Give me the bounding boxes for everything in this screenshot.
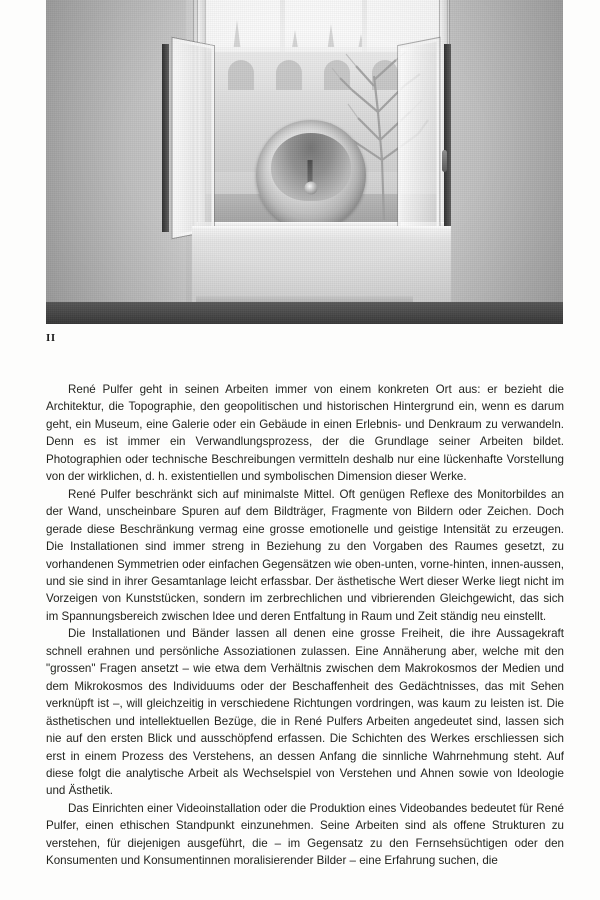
window-sash-right [398, 38, 439, 238]
paragraph: René Pulfer geht in seinen Arbeiten immer von einem konkreten Ort aus: er bezieht die Architektur, die Topographie, den geopolitischen und historischen Hintergrund ein, wenn es darum geht, ein Museum, eine Galerie oder ein Gebäude in einen Erlebnis- und Denkraum zu verwandeln. Denn es ist immer ein Verwandlungsprozess, der die Grundlage seiner Arbeiten bildet. Photographien oder technische Beschreibungen vermitteln deshalb nur eine lückenhafte Vorstellung von der wirklichen, d. h. existentiellen und symbolischen Dimension dieser Werke. [46, 383, 564, 484]
window-mullion [280, 0, 285, 52]
building-window [372, 60, 398, 90]
paragraph: Das Einrichten einer Videoinstallation oder die Produktion eines Videobandes bedeutet für René Pulfer, einen ethischen Standpunkt einzunehmen. Seine Arbeiten sind als offene Strukturen zu verstehen, für diejenigen ausgeführt, die – im Gegensatz zu den Fernsehsüchtigen oder den Konsumenten und Konsumentinnen moralisierender Bilder – eine Erfahrung suchen, die [46, 801, 564, 868]
body-text-column [46, 381, 564, 900]
window-sash-left [173, 38, 214, 238]
parabolic-dish-object [256, 120, 366, 230]
photo-canvas [46, 0, 563, 324]
paragraph: René Pulfer beschränkt sich auf minimalste Mittel. Oft genügen Reflexe des Monitorbildes an der Wand, unscheinbare Spuren auf dem Bildträger, Fragmente von Bildern oder Zeichen. Doch gerade diese Beschränkung vermag eine grosse emotionelle und geistige Intensität zu erzeugen. Die Installationen sind immer streng in Beziehung zu den Vorgaben des Raumes gesetzt, zu vorhandenen Symmetrien oder einfachen Gegensätzen wie oben-unten, vorne-hinten, innen-aussen, und sie sind in ihrer Gesamtanlage leicht erfassbar. Der ästhetische Wert dieser Werke liegt nicht im Vorzeigen von Kunststücken, sondern im zerbrechlichen und vibrierenden Gleichgewicht, das sich im Spannungsbereich zwischen Idee und deren Entfaltung in Raum und Zeit ständig neu einstellt. [46, 487, 564, 623]
plate-photograph [46, 0, 563, 324]
sash-edge-left [162, 44, 169, 232]
building-window [228, 60, 254, 90]
window-handle [442, 150, 447, 172]
sash-edge-right [444, 44, 451, 232]
building-window [276, 60, 302, 90]
dish-hub [305, 182, 318, 195]
window-mullion [362, 0, 367, 52]
plate-caption: II [46, 332, 56, 344]
building-window [324, 60, 350, 90]
paragraph: Die Installationen und Bänder lassen all denen eine grosse Freiheit, die ihre Aussagekraft schnell erahnen und persönliche Assoziationen zulassen. Eine Annäherung aber, welche mit den "grossen" Fragen ansetzt – wie etwa dem Verhältnis zwischen dem Makrokosmos der Medien und dem Mikrokosmos des Individuums oder der Beschaffenheit des Gedächtnisses, das mit Sehen verknüpft ist –, will gleichzeitig in verschiedene Richtungen vordringen, was kaum zu leisten ist. Die ästhetischen und intellektuellen Bezüge, die in René Pulfers Arbeiten angedeutet sind, lassen sich nie auf den ersten Blick und ausschöpfend erfassen. Die Schichten des Werkes erschliessen sich erst in einem Prozess des Verstehens, an dessen Anfang die sinnliche Wahrnehmung steht. Auf diese folgt die analytische Arbeit als Wechselspiel von Verstehen und Ahnen sowie von Ideologie und Ästhetik. [46, 627, 564, 798]
floor [46, 302, 563, 324]
window-sill [192, 226, 451, 302]
